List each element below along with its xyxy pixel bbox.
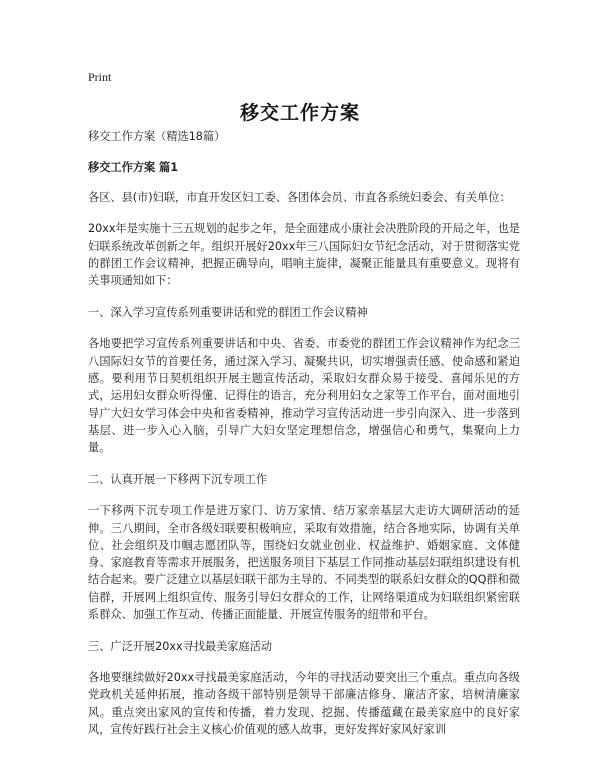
salutation-paragraph: 各区、县(市)妇联，市直开发区妇工委、各团体会员、市直各系统妇委会、有关单位：: [88, 190, 511, 204]
article-heading: 移交工作方案 篇1: [88, 161, 178, 175]
section-3-title: 三、广泛开展20xx寻找最美家庭活动: [88, 639, 273, 653]
print-link[interactable]: Print: [88, 70, 112, 84]
section-3-body: 各地要继续做好20xx寻找最美家庭活动，今年的寻找活动要突出三个重点。重点向各级党政机关延伸拓展，推动各级干部特别是领导干部廉洁修身、廉洁齐家，培树清廉家风。重点突出家风的宣传和传播，着力发现、挖掘、传播蕴藏在最美家庭中的良好家风，宣传好践行社会主义核心价值观的感人故事，更好发挥好家风好家训: [88, 671, 520, 737]
section-1-title: 一、深入学习宣传系列重要讲话和党的群团工作会议精神: [88, 306, 368, 320]
document-body: [88, 128, 520, 753]
intro-paragraph: 20xx年是实施十三五规划的起步之年，是全面建成小康社会决胜阶段的开局之年，也是妇联系统改革创新之年。组织开展好20xx年三八国际妇女节纪念活动，对于贯彻落实党的群团工作会议精神，把握正确导向，唱响主旋律，凝聚正能量具有重要意义。现将有关事项通知如下：: [88, 222, 520, 288]
section-2-title: 二、认真开展一下移两下沉专项工作: [88, 472, 268, 486]
document-title: 移交工作方案: [239, 102, 360, 124]
section-1-body: 各地要把学习宣传系列重要讲话和中央、省委、市委党的群团工作会议精神作为纪念三八国际妇女节的首要任务，通过深入学习、凝聚共识，切实增强责任感、使命感和紧迫感。要利用节日契机组织开展主题宣传活动，采取妇女群众易于接受、喜闻乐见的方式，运用妇女群众听得懂、记得住的语言，充分利用妇女之家等工作平台，面对面地引导广大妇女学习体会中央和省委精神，推动学习宣传活动进一步引向深入、进一步落到基层、进一步入心入脑，引导广大妇女坚定理想信念，增强信心和勇气，集聚向上力量。: [88, 337, 520, 455]
section-2-body: 一下移两下沉专项工作是进万家门、访万家情、结万家亲基层大走访大调研活动的延伸。三八期间，全市各级妇联要积极响应，采取有效措施，结合各地实际，协调有关单位、社会组织及巾帼志愿团队等，围绕妇女就业创业、权益维护、婚姻家庭、文体健身、家庭教育等需求开展服务，把送服务项目下基层工作同推动基层妇联组织建设有机结合起来。要广泛建立以基层妇联干部为主导的、不同类型的联系妇女群众的QQ群和微信群，开展网上组织宣传、服务引导妇女群众的工作，让网络渠道成为妇联组织紧密联系群众、加强工作互动、传播正面能量、开展宣传服务的纽带和平台。: [88, 504, 520, 622]
document-subtitle: 移交工作方案（精选18篇）: [88, 130, 226, 143]
